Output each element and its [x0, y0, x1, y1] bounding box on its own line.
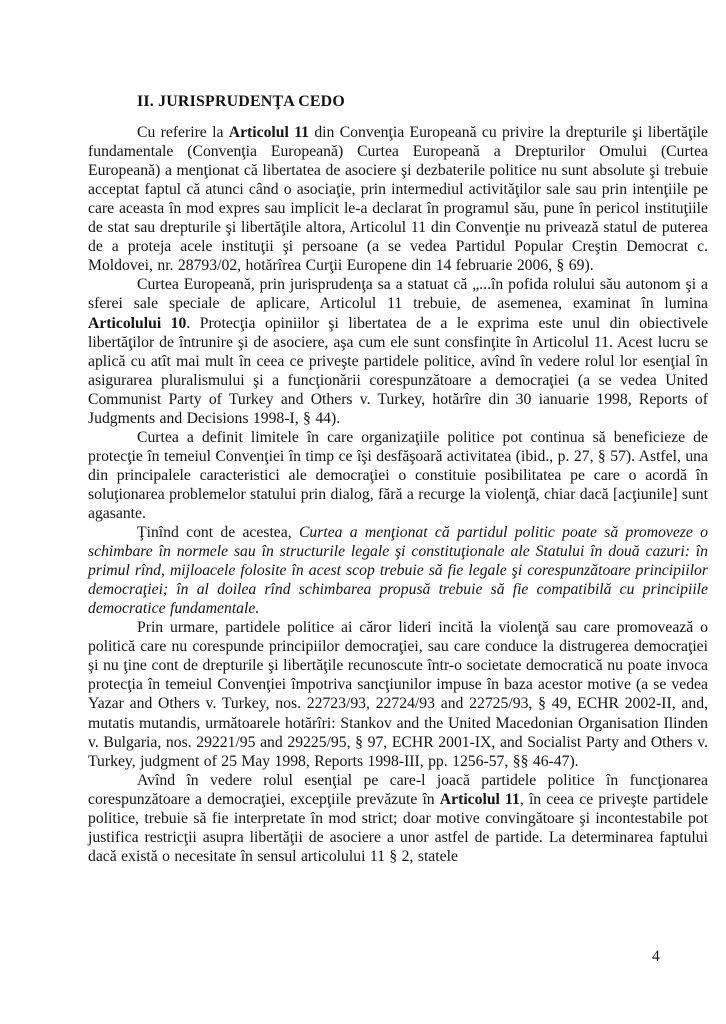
text-run: , în ceea ce priveşte partidele politice, trebuie să fie interpretate în mod strict; doar motive convingătoare şi incontestabile pot justifica restricţii asupra libertăţii de asociere a unor astfel de partide. La determinarea faptului dacă există o necesitate în sensul articolului 11 § 2, statele	[88, 790, 709, 865]
bold-run: Articolului 10	[88, 314, 187, 332]
page-number: 4	[652, 948, 660, 965]
text-run: Avînd în vedere rolul esenţial pe care-l joacă partidele politice în funcţionarea corespunzătoare a democraţiei, excepţiile prevăzute în	[88, 771, 708, 808]
text-run: Cu referire la	[137, 124, 229, 142]
text-block	[88, 92, 708, 866]
bold-run: Articolul 11	[439, 790, 520, 808]
paragraph	[88, 618, 708, 770]
section-heading: II. JURISPRUDENŢA CEDO	[137, 93, 345, 110]
text-run: Curtea Europeană, prin jurisprudenţa sa a statuat că „...în pofida rolului său autonom şi a sferei sale speciale de aplicare, Articolul 11 trebuie, de asemenea, examinat în lumina	[88, 276, 708, 313]
bold-run: Articolul 11	[228, 124, 310, 142]
paragraph	[88, 523, 708, 618]
text-run: Ţinînd cont de acestea,	[137, 524, 299, 542]
text-run: Curtea a definit limitele în care organizaţiile politice pot continua să beneficieze de protecţie în temeiul Convenţiei în timp ce îşi desfăşoară activitatea (ibid., p. 27, § 57). Astfel, una din principalele caracteristici ale democraţiei o constituie posibilitatea pe care o acordă în soluţionarea problemelor statului prin dialog, fără a recurge la violenţă, chiar dacă [acţiunile] sunt agasante.	[88, 428, 708, 522]
text-run: Prin urmare, partidele politice ai căror lideri incită la violenţă sau care promovează o politică care nu corespunde principiilor democraţiei, sau care conduce la distrugerea democraţiei şi nu ţine cont de drepturile şi libertăţile recunoscute într-o societate democratică nu poate invoca protecţia în temeiul Convenţiei împotriva sancţiunilor impuse în baza acestor motive (a se vedea Yazar and Others v. Turkey, nos. 22723/93, 22724/93 and 22725/93, § 49, ECHR 2002-II, and, mutatis mutandis, următoarele hotărîri: Stankov and the United Macedonian Organisation Ilinden v. Bulgaria, nos. 29221/95 and 29225/95, § 97, ECHR 2001-IX, and Socialist Party and Others v. Turkey, judgment of 25 May 1998, Reports 1998-III, pp. 1256-57, §§ 46-47).	[88, 619, 708, 770]
paragraph	[88, 275, 708, 427]
text-run: din Convenţia Europeană cu privire la drepturile şi libertăţile fundamentale (Convenţia Europeană) Curtea Europeană a Drepturilor Omului (Curtea Europeană) a menţionat că libertatea de asociere şi dezbaterile politice nu sunt absolute şi trebuie acceptat faptul că atunci când o asociaţie, prin intermediul activităţilor sale sau prin intenţiile pe care aceasta în mod expres sau implicit le-a declarat în programul său, pune în pericol instituţiile de stat sau drepturile şi libertăţile altora, Articolul 11 din Convenţie nu privează statul de puterea de a proteja acele instituţii şi persoane (a se vedea Partidul Popular Creştin Democrat c. Moldovei, nr. 28793/02, hotărîrea Curţii Europene din 14 februarie 2006, § 69).	[88, 124, 708, 275]
text-run: . Protecţia opiniilor şi libertatea de a le exprima este unul din obiectivele libertăţilor de întrunire şi de asociere, aşa cum ele sunt consfinţite în Articolul 11. Acest lucru se aplică cu atît mai mult în ceea ce priveşte partidele politice, avînd în vedere rolul lor esenţial în asigurarea pluralismului şi a funcţionării corespunzătoare a democraţiei (a se vedea United Communist Party of Turkey and Others v. Turkey, hotărîre din 30 ianuarie 1998, Reports of Judgments and Decisions 1998-I, § 44).	[88, 314, 708, 427]
paragraph	[88, 123, 708, 275]
paragraph	[88, 428, 708, 523]
paragraph	[88, 771, 708, 866]
italic-run: Curtea a menţionat că partidul politic poate să promoveze o schimbare în normele sau în structurile legale şi constituţionale ale Statului în două cazuri: în primul rînd, mijloacele folosite în acest scop trebuie să fie legale şi corespunzătoare principiilor democraţiei; în al doilea rînd schimbarea propusă trebuie să fie compatibilă cu principiile democratice fundamentale.	[88, 524, 708, 618]
document-body	[88, 123, 708, 866]
